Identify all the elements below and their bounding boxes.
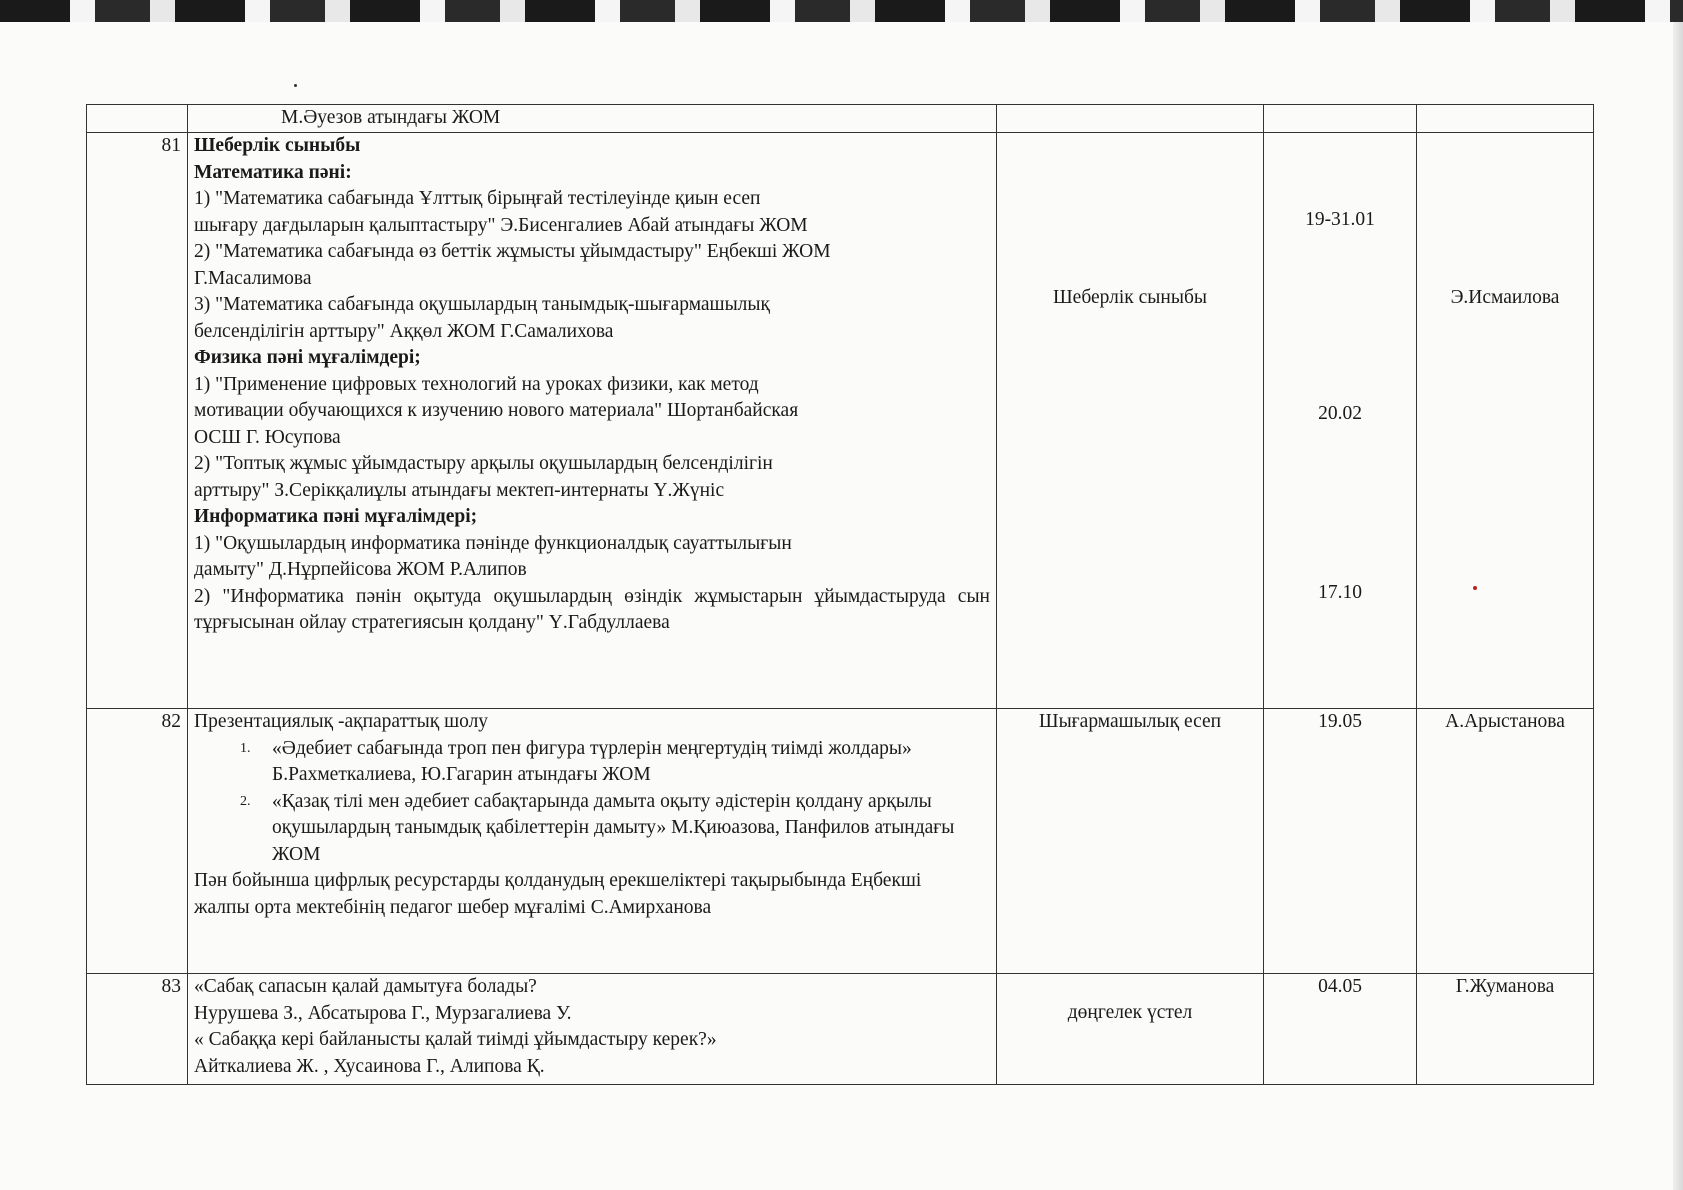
topic-line: Г.Масалимова [194, 267, 312, 289]
list-item [194, 789, 990, 869]
row-number: 82 [87, 709, 188, 974]
table-row [87, 105, 1594, 133]
event-date: 19-31.01 [1305, 209, 1375, 230]
event-form: дөңгелек үстел [1067, 1002, 1193, 1023]
list-item-text: «Қазақ тілі мен әдебиет сабақтарында дамыта оқыту әдістерін қолдану арқылы оқушылардың танымдық қабілеттерін дамыту» М.Қиюазова, Панфилов атындағы ЖОМ [272, 790, 955, 865]
list-item-text: «Әдебиет сабағында троп пен фигура түрлерін меңгертудің тиімді жолдары» Б.Рахметкалиева, Ю.Гагарин атындағы ЖОМ [272, 737, 912, 785]
topic-line: 1) "Оқушылардың информатика пәнінде функционалдық сауаттылығын [194, 532, 792, 554]
topic-line: Нурушева З., Абсатырова Г., Мурзагалиева У. [194, 1002, 572, 1024]
row-number: 81 [87, 133, 188, 709]
topic-line: «Сабақ сапасын қалай дамытуға болады? [194, 976, 537, 997]
content-cell [188, 105, 997, 133]
event-date: 17.10 [1318, 582, 1362, 603]
topic-line: 2) "Математика сабағында өз беттік жұмысты ұйымдастыру" Еңбекші ЖОМ [194, 241, 831, 262]
list-marker: 1. [240, 740, 251, 756]
content-cell [188, 709, 997, 974]
content-cell [188, 133, 997, 709]
section-outro: Пән бойынша цифрлық ресурстарды қолданудың ерекшеліктері тақырыбында Еңбекші жалпы орта мектебінің педагог шебер мұғалімі С.Амирханова [194, 870, 922, 918]
topic-line: 1) "Математика сабағында Ұлттық бірыңғай тестілеуінде қиын есеп [194, 188, 761, 209]
date-cell [1264, 105, 1417, 133]
responsible-person: А.Арыстанова [1445, 711, 1565, 732]
responsible-person: Г.Жуманова [1455, 976, 1555, 997]
responsible-cell [1417, 974, 1594, 1085]
topic-line: дамыту" Д.Нұрпейісова ЖОМ Р.Алипов [194, 559, 527, 580]
scan-speck [1473, 586, 1477, 590]
form-cell [997, 709, 1264, 974]
topic-line: белсенділігін арттыру" Аққөл ЖОМ Г.Самалихова [194, 320, 614, 342]
row-number: 83 [87, 974, 188, 1085]
date-cell [1264, 974, 1417, 1085]
topic-line: ОСШ Г. Юсупова [194, 426, 341, 448]
topic-line: 2) "Топтық жұмыс ұйымдастыру арқылы оқушылардың белсенділігін [194, 453, 773, 474]
section-heading: Математика пәні: [194, 161, 352, 183]
topic-line: шығару дағдыларын қалыптастыру" Э.Бисенгалиев Абай атындағы ЖОМ [194, 214, 808, 236]
content-cell [188, 974, 997, 1085]
scan-top-edge [0, 0, 1683, 22]
event-form: Шығармашылық есеп [1038, 711, 1222, 732]
section-heading: Физика пәні мұғалімдері; [194, 347, 421, 368]
section-heading: Шеберлік сыныбы [194, 135, 361, 156]
responsible-cell [1417, 709, 1594, 974]
topic-line: 2) "Информатика пәнін оқытуда оқушылардың өзіндік жұмыстарын ұйымдастыруда сын тұрғысынан ойлау стратегиясын қолдану" Ү.Габдуллаева [194, 585, 990, 633]
topic-line: 3) "Математика сабағында оқушылардың танымдық-шығармашылық [194, 294, 770, 315]
date-cell [1264, 133, 1417, 709]
list-marker: 2. [240, 793, 251, 809]
table-row [87, 974, 1594, 1085]
responsible-person: Э.Исмаилова [1450, 287, 1560, 308]
responsible-cell [1417, 133, 1594, 709]
section-intro: Презентациялық -ақпараттық шолу [194, 711, 489, 732]
row-number-cell [87, 105, 188, 133]
form-cell [997, 105, 1264, 133]
topic-line: Айткалиева Ж. , Хусаинова Г., Алипова Қ. [194, 1055, 545, 1077]
event-date: 19.05 [1318, 711, 1362, 732]
topic-list [194, 974, 990, 1080]
topic-line: арттыру" З.Серікқалиұлы атындағы мектеп-интернаты Ү.Жүніс [194, 479, 725, 501]
event-date: 04.05 [1318, 976, 1362, 997]
scan-right-edge [1673, 22, 1683, 1190]
topic-line: 1) "Применение цифровых технологий на уроках физики, как метод [194, 373, 759, 395]
section-heading: Информатика пәні мұғалімдері; [194, 506, 478, 527]
event-form: Шеберлік сыныбы [1053, 287, 1207, 308]
school-name: М.Әуезов атындағы ЖОМ [281, 107, 501, 128]
date-cell [1264, 709, 1417, 974]
form-cell [997, 974, 1264, 1085]
topic-line: мотивации обучающихся к изучению нового материала" Шортанбайская [194, 400, 799, 421]
responsible-cell [1417, 105, 1594, 133]
events-table [86, 104, 1594, 1085]
event-date: 20.02 [1318, 402, 1362, 424]
topic-line: « Сабаққа кері байланысты қалай тиімді ұйымдастыру керек?» [194, 1029, 717, 1050]
topic-list [194, 133, 990, 637]
table-row [87, 709, 1594, 974]
scan-speck [294, 84, 297, 87]
form-cell [997, 133, 1264, 709]
table-row [87, 133, 1594, 709]
list-item [194, 736, 990, 789]
